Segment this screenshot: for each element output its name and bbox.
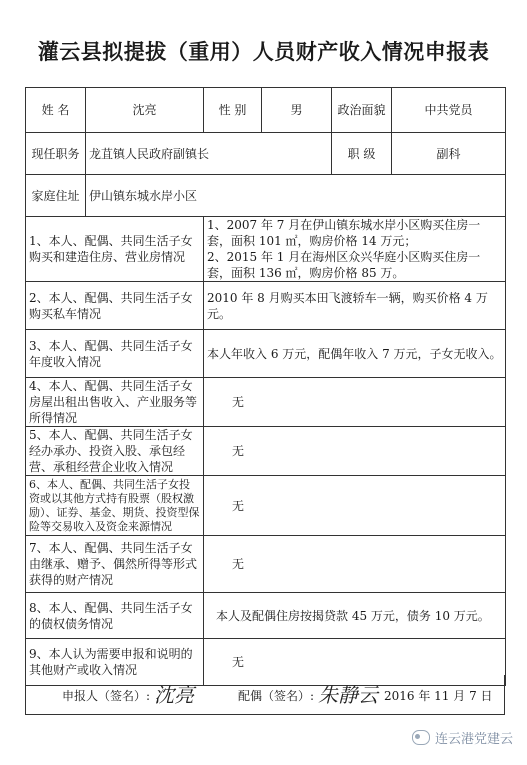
item-label: 4、本人、配偶、共同生活子女房屋出租出售收入、产业服务等所得情况 xyxy=(26,378,204,427)
item-value: 无 xyxy=(204,536,506,593)
item-row-5 xyxy=(26,427,506,476)
item-row-8 xyxy=(26,593,506,639)
watermark xyxy=(412,728,513,747)
position-label: 现任职务 xyxy=(26,133,86,175)
item-label: 1、本人、配偶、共同生活子女购买和建造住房、营业房情况 xyxy=(26,217,204,282)
item-value: 2010 年 8 月购买本田飞渡轿车一辆，购买价格 4 万元。 xyxy=(204,282,506,330)
item-value: 无 xyxy=(204,476,506,536)
gender-value: 男 xyxy=(262,88,332,133)
political-label: 政治面貌 xyxy=(332,88,392,133)
item-value: 无 xyxy=(204,427,506,476)
item-row-7 xyxy=(26,536,506,593)
address-value: 伊山镇东城水岸小区 xyxy=(86,175,506,217)
item-row-4 xyxy=(26,378,506,427)
item-value: 无 xyxy=(204,378,506,427)
item-label: 2、本人、配偶、共同生活子女购买私车情况 xyxy=(26,282,204,330)
item-row-2 xyxy=(26,282,506,330)
address-label: 家庭住址 xyxy=(26,175,86,217)
gender-label: 性 别 xyxy=(204,88,262,133)
name-label: 姓 名 xyxy=(26,88,86,133)
spouse-signature: 朱静云 xyxy=(318,683,378,707)
spouse-sign-label: 配偶（签名）: xyxy=(238,689,315,703)
watermark-text: 连云港党建云 xyxy=(434,732,513,747)
rank-label: 职 级 xyxy=(332,133,392,175)
row-address xyxy=(26,175,506,217)
item-value: 本人年收入 6 万元，配偶年收入 7 万元，子女无收入。 xyxy=(204,330,506,378)
item-value: 1、2007 年 7 月在伊山镇东城水岸小区购买住房一套，面积 101 ㎡，购房价格 14 万元； 2、2015 年 1 月在海州区众兴华庭小区购买住房一套，面积 136 ㎡，购房价格 85 万。 xyxy=(204,217,506,282)
item-label: 8、本人、配偶、共同生活子女的债权债务情况 xyxy=(26,593,204,639)
item-row-6 xyxy=(26,476,506,536)
item-label: 7、本人、配偶、共同生活子女由继承、赠予、偶然所得等形式获得的财产情况 xyxy=(26,536,204,593)
rank-value: 副科 xyxy=(392,133,506,175)
political-value: 中共党员 xyxy=(392,88,506,133)
item-row-1 xyxy=(26,217,506,282)
item-value: 本人及配偶住房按揭贷款 45 万元，债务 10 万元。 xyxy=(204,593,506,639)
item-label: 5、本人、配偶、共同生活子女经办承办、投资入股、承包经营、承租经营企业收入情况 xyxy=(26,427,204,476)
position-value: 龙苴镇人民政府副镇长 xyxy=(86,133,332,175)
applicant-signature: 沈亮 xyxy=(154,683,194,707)
row-basic-info xyxy=(26,88,506,133)
name-value: 沈亮 xyxy=(86,88,204,133)
row-position xyxy=(26,133,506,175)
item-label: 3、本人、配偶、共同生活子女年度收入情况 xyxy=(26,330,204,378)
sign-date: 2016 年 11 月 7 日 xyxy=(384,689,493,703)
declaration-table xyxy=(25,87,506,686)
item-value: 无 xyxy=(204,639,506,686)
wechat-icon xyxy=(412,730,430,745)
item-label: 6、本人、配偶、共同生活子女投资或以其他方式持有股票（股权激励）、证券、基金、期货、投资型保险等交易收入及资金来源情况 xyxy=(26,476,204,536)
item-label: 9、本人认为需要申报和说明的其他财产或收入情况 xyxy=(26,639,204,686)
signature-row xyxy=(25,675,505,715)
form-title: 灌云县拟提拔（重用）人员财产收入情况申报表 xyxy=(37,40,490,64)
item-row-3 xyxy=(26,330,506,378)
applicant-sign-label: 申报人（签名）: xyxy=(62,689,151,703)
